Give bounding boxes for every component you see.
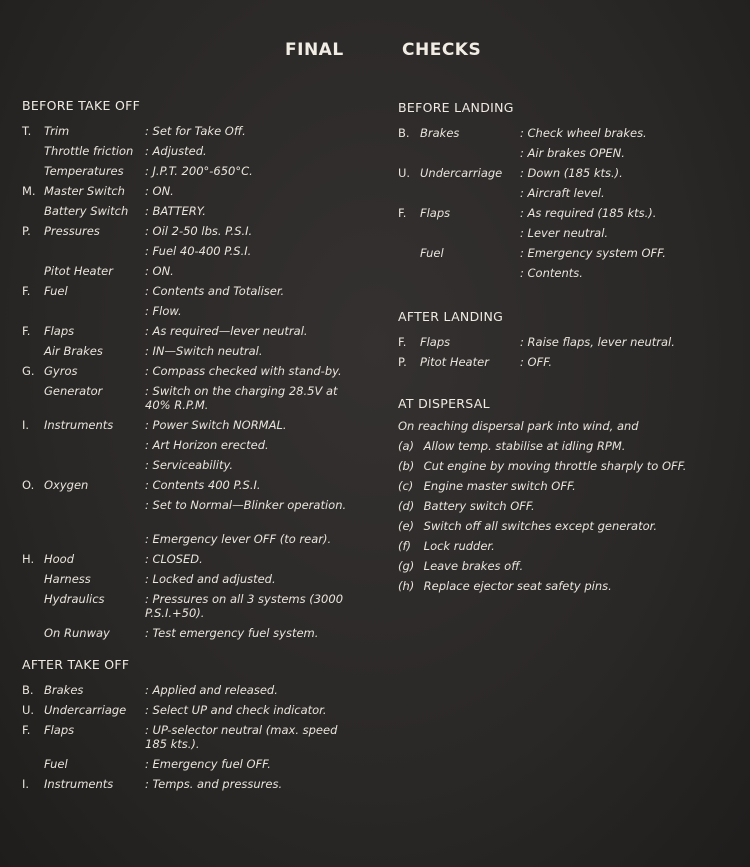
check-item-value: : As required—lever neutral. xyxy=(145,324,308,338)
check-item-text: Compass checked with stand-by. xyxy=(152,364,342,378)
check-row xyxy=(22,261,367,281)
check-item-value: : Raise flaps, lever neutral. xyxy=(520,335,675,349)
check-item-text: BATTERY. xyxy=(152,204,206,218)
check-item-name: Hood xyxy=(44,552,75,566)
check-item-text: Set for Take Off. xyxy=(152,124,246,138)
check-initial: H. xyxy=(22,552,35,566)
check-item-value: : Applied and released. xyxy=(145,683,278,697)
check-row xyxy=(22,475,367,495)
check-row xyxy=(398,203,733,223)
check-item-value: : Contents. xyxy=(520,266,583,280)
list-item-letter: (c) xyxy=(398,479,414,493)
check-list xyxy=(22,680,367,794)
list-item xyxy=(398,439,733,459)
check-item-label xyxy=(22,592,105,606)
check-item-text: IN—Switch neutral. xyxy=(152,344,263,358)
check-row xyxy=(398,223,733,243)
page-title-left: FINAL xyxy=(285,40,344,60)
check-item-name: Instruments xyxy=(44,418,114,432)
check-item-name: Trim xyxy=(44,124,70,138)
check-item-value: : Serviceability. xyxy=(145,458,234,472)
dispersal-list xyxy=(398,439,733,599)
check-initial: I. xyxy=(22,777,30,791)
check-row xyxy=(398,143,733,163)
check-row xyxy=(22,435,367,455)
section-title: BEFORE LANDING xyxy=(398,100,514,115)
check-row xyxy=(398,183,733,203)
list-item-text: Battery switch OFF. xyxy=(423,499,535,513)
check-row xyxy=(22,455,367,475)
check-item-text: Check wheel brakes. xyxy=(527,126,647,140)
check-item-name: Battery Switch xyxy=(44,204,129,218)
check-item-text: Emergency fuel OFF. xyxy=(152,757,271,771)
check-row xyxy=(22,241,367,261)
check-item-value: : Power Switch NORMAL. xyxy=(145,418,287,432)
check-item-value: : Lever neutral. xyxy=(520,226,609,240)
check-item-text: Locked and adjusted. xyxy=(152,572,276,586)
check-initial: I. xyxy=(22,418,30,432)
check-item-value: : ON. xyxy=(145,184,174,198)
check-item-label xyxy=(22,683,83,697)
check-item-value: : Temps. and pressures. xyxy=(145,777,283,791)
dispersal-intro: On reaching dispersal park into wind, and xyxy=(398,419,639,433)
list-item xyxy=(398,559,733,579)
check-item-label xyxy=(22,184,125,198)
check-item-text: Lever neutral. xyxy=(527,226,609,240)
check-item-value: : Emergency lever OFF (to rear). xyxy=(145,532,332,546)
check-item-text: Contents. xyxy=(527,266,583,280)
check-item-label xyxy=(398,126,459,140)
check-item-name: Fuel xyxy=(44,284,68,298)
check-item-label xyxy=(22,384,102,398)
check-item-name: Throttle friction xyxy=(44,144,134,158)
check-item-label xyxy=(22,703,126,717)
check-item-name: Oxygen xyxy=(44,478,89,492)
check-row xyxy=(398,263,733,283)
list-item-text: Allow temp. stabilise at idling RPM. xyxy=(423,439,626,453)
check-item-label xyxy=(22,144,133,158)
check-initial: B. xyxy=(398,126,410,140)
check-item-label xyxy=(22,552,74,566)
check-item-value: : Contents 400 P.S.I. xyxy=(145,478,261,492)
check-item-value: : Check wheel brakes. xyxy=(520,126,647,140)
check-item-value: : Adjusted. xyxy=(145,144,207,158)
right-column xyxy=(398,100,733,599)
check-item-value: : Art Horizon erected. xyxy=(145,438,269,452)
list-item-letter: (b) xyxy=(398,459,415,473)
check-item-name: Flaps xyxy=(44,723,75,737)
check-item-name: Harness xyxy=(44,572,91,586)
check-item-name: Gyros xyxy=(44,364,78,378)
check-item-label xyxy=(22,284,68,298)
left-column xyxy=(22,98,367,794)
check-item-text: OFF. xyxy=(527,355,552,369)
check-item-value: : BATTERY. xyxy=(145,204,206,218)
check-row xyxy=(22,161,367,181)
check-item-label xyxy=(22,757,68,771)
check-item-label xyxy=(22,224,100,238)
check-item-text: Applied and released. xyxy=(152,683,278,697)
check-item-text: UP-selector neutral (max. speed 185 kts.). xyxy=(145,723,338,751)
check-item-text: Set to Normal—Blinker operation. xyxy=(152,498,347,512)
check-item-label xyxy=(22,418,113,432)
check-item-text: Emergency system OFF. xyxy=(527,246,666,260)
check-item-value: : Aircraft level. xyxy=(520,186,605,200)
check-row xyxy=(22,321,367,341)
check-initial: F. xyxy=(22,284,31,298)
check-row xyxy=(22,774,367,794)
check-initial: F. xyxy=(22,324,31,338)
list-item-text: Cut engine by moving throttle sharply to OFF. xyxy=(423,459,687,473)
check-row xyxy=(22,201,367,221)
check-item-name: Temperatures xyxy=(44,164,124,178)
check-item-value: : Oil 2-50 lbs. P.S.I. xyxy=(145,224,253,238)
check-item-value: : Select UP and check indicator. xyxy=(145,703,327,717)
list-item xyxy=(398,479,733,499)
check-item-label xyxy=(22,344,103,358)
check-initial: O. xyxy=(22,478,35,492)
check-item-label xyxy=(22,244,44,258)
check-row xyxy=(22,529,367,549)
check-item-label xyxy=(22,124,69,138)
check-item-label xyxy=(22,324,74,338)
check-item-label xyxy=(398,226,420,240)
check-item-name: Instruments xyxy=(44,777,114,791)
check-row xyxy=(22,569,367,589)
check-item-label xyxy=(22,458,44,472)
check-item-text: Emergency lever OFF (to rear). xyxy=(152,532,332,546)
check-initial: F. xyxy=(398,335,407,349)
check-item-label xyxy=(22,478,88,492)
check-item-text: CLOSED. xyxy=(152,552,203,566)
check-item-text: ON. xyxy=(152,264,174,278)
check-item-text: Oil 2-50 lbs. P.S.I. xyxy=(152,224,253,238)
check-initial: P. xyxy=(22,224,31,238)
check-item-name: Pitot Heater xyxy=(420,355,489,369)
check-item-text: Test emergency fuel system. xyxy=(152,626,319,640)
check-item-label xyxy=(22,723,74,737)
check-item-name: Air Brakes xyxy=(44,344,103,358)
check-item-text: Fuel 40-400 P.S.I. xyxy=(152,244,252,258)
check-item-label xyxy=(22,777,113,791)
check-initial: B. xyxy=(22,683,34,697)
check-list xyxy=(22,121,367,643)
check-item-value: : Emergency system OFF. xyxy=(520,246,666,260)
check-initial: T. xyxy=(22,124,32,138)
list-item-text: Lock rudder. xyxy=(423,539,495,553)
check-item-text: Serviceability. xyxy=(152,458,234,472)
check-row xyxy=(22,700,367,720)
check-item-text: Down (185 kts.). xyxy=(527,166,623,180)
check-item-value: : ON. xyxy=(145,264,174,278)
check-item-value: : Test emergency fuel system. xyxy=(145,626,319,640)
list-item xyxy=(398,499,733,519)
section-title: BEFORE TAKE OFF xyxy=(22,98,141,113)
check-item-name: Undercarriage xyxy=(44,703,127,717)
list-item-letter: (h) xyxy=(398,579,415,593)
check-item-label xyxy=(22,532,44,546)
check-item-value: : Pressures on all 3 systems (3000 P.S.I.+50). xyxy=(145,592,344,620)
check-item-value: : Locked and adjusted. xyxy=(145,572,276,586)
check-row xyxy=(22,680,367,700)
check-row xyxy=(22,589,367,623)
check-row xyxy=(22,181,367,201)
check-initial: G. xyxy=(22,364,35,378)
check-item-name: Fuel xyxy=(420,246,444,260)
check-item-label xyxy=(398,206,450,220)
check-initial: F. xyxy=(398,206,407,220)
section-title: AFTER LANDING xyxy=(398,309,504,324)
check-item-name: Brakes xyxy=(44,683,84,697)
check-row xyxy=(22,221,367,241)
check-initial: U. xyxy=(22,703,35,717)
list-item xyxy=(398,539,733,559)
check-item-label xyxy=(398,186,420,200)
check-row xyxy=(398,123,733,143)
check-item-name: Hydraulics xyxy=(44,592,105,606)
check-item-name: Master Switch xyxy=(44,184,125,198)
list-item-letter: (g) xyxy=(398,559,415,573)
check-row xyxy=(22,381,367,415)
check-item-label xyxy=(398,246,444,260)
section-title: AT DISPERSAL xyxy=(398,396,490,411)
check-initial: P. xyxy=(398,355,407,369)
check-row xyxy=(398,332,733,352)
check-item-label xyxy=(22,364,77,378)
check-row xyxy=(22,549,367,569)
check-item-label xyxy=(398,355,489,369)
check-item-value: : Set to Normal—Blinker operation. xyxy=(145,498,347,512)
check-item-text: Select UP and check indicator. xyxy=(152,703,327,717)
check-item-value: : As required (185 kts.). xyxy=(520,206,657,220)
check-item-value: : Set for Take Off. xyxy=(145,124,246,138)
check-item-value: : OFF. xyxy=(520,355,552,369)
check-item-label xyxy=(398,146,420,160)
check-item-value: : UP-selector neutral (max. speed 185 kts.). xyxy=(145,723,338,751)
check-item-value: : Emergency fuel OFF. xyxy=(145,757,271,771)
check-item-text: Contents and Totaliser. xyxy=(152,284,285,298)
check-item-label xyxy=(398,166,502,180)
check-item-value: : CLOSED. xyxy=(145,552,203,566)
check-item-value: : Air brakes OPEN. xyxy=(520,146,625,160)
check-item-text: Temps. and pressures. xyxy=(152,777,283,791)
check-row xyxy=(22,141,367,161)
check-row xyxy=(22,754,367,774)
list-item xyxy=(398,459,733,479)
list-item xyxy=(398,519,733,539)
check-item-label xyxy=(22,626,110,640)
check-initial: M. xyxy=(22,184,36,198)
check-item-label xyxy=(22,498,44,512)
list-item xyxy=(398,579,733,599)
check-item-label xyxy=(22,264,113,278)
check-item-value: : Flow. xyxy=(145,304,182,318)
check-list xyxy=(398,123,733,283)
check-row xyxy=(398,243,733,263)
check-row xyxy=(22,301,367,321)
check-row xyxy=(22,361,367,381)
check-item-value: : IN—Switch neutral. xyxy=(145,344,263,358)
page-title-right: CHECKS xyxy=(402,40,482,60)
check-item-name: Flaps xyxy=(420,335,451,349)
check-item-text: Pressures on all 3 systems (3000 P.S.I.+50). xyxy=(145,592,344,620)
check-item-text: Power Switch NORMAL. xyxy=(152,418,287,432)
check-item-value: : Down (185 kts.). xyxy=(520,166,623,180)
check-item-name: On Runway xyxy=(44,626,110,640)
check-row xyxy=(22,415,367,435)
check-row xyxy=(22,623,367,643)
check-item-name: Flaps xyxy=(420,206,451,220)
check-item-text: ON. xyxy=(152,184,174,198)
check-row xyxy=(22,341,367,361)
list-item-text: Engine master switch OFF. xyxy=(423,479,576,493)
check-item-text: As required—lever neutral. xyxy=(152,324,308,338)
check-item-value: : J.P.T. 200°-650°C. xyxy=(145,164,253,178)
check-item-value: : Fuel 40-400 P.S.I. xyxy=(145,244,252,258)
check-item-name: Undercarriage xyxy=(420,166,503,180)
check-item-label xyxy=(22,438,44,452)
check-initial: F. xyxy=(22,723,31,737)
check-item-text: Aircraft level. xyxy=(527,186,605,200)
section-title: AFTER TAKE OFF xyxy=(22,657,130,672)
list-item-letter: (d) xyxy=(398,499,415,513)
check-item-text: Adjusted. xyxy=(152,144,207,158)
check-item-label xyxy=(398,335,450,349)
check-item-name: Flaps xyxy=(44,324,75,338)
check-item-text: Contents 400 P.S.I. xyxy=(152,478,261,492)
list-item-text: Switch off all switches except generator. xyxy=(423,519,657,533)
list-item-text: Leave brakes off. xyxy=(423,559,524,573)
check-item-value: : Compass checked with stand-by. xyxy=(145,364,342,378)
check-item-label xyxy=(22,164,124,178)
list-item-letter: (a) xyxy=(398,439,415,453)
list-item-letter: (e) xyxy=(398,519,415,533)
check-item-label xyxy=(22,204,128,218)
check-item-name: Generator xyxy=(44,384,103,398)
check-item-text: Raise flaps, lever neutral. xyxy=(527,335,675,349)
check-row xyxy=(22,720,367,754)
check-item-label xyxy=(22,304,44,318)
list-item-letter: (f) xyxy=(398,539,412,553)
check-item-text: Flow. xyxy=(152,304,182,318)
check-row xyxy=(398,163,733,183)
check-item-value: : Switch on the charging 28.5V at 40% R.P.M. xyxy=(145,384,338,412)
check-item-value: : Contents and Totaliser. xyxy=(145,284,285,298)
check-row xyxy=(22,121,367,141)
check-initial: U. xyxy=(398,166,411,180)
check-item-name: Brakes xyxy=(420,126,460,140)
check-item-text: Art Horizon erected. xyxy=(152,438,269,452)
check-list xyxy=(398,332,733,372)
check-row xyxy=(398,352,733,372)
check-item-label xyxy=(22,572,91,586)
check-row xyxy=(22,495,367,529)
check-item-label xyxy=(398,266,420,280)
check-item-text: Air brakes OPEN. xyxy=(527,146,625,160)
check-row xyxy=(22,281,367,301)
check-item-text: As required (185 kts.). xyxy=(527,206,657,220)
list-item-text: Replace ejector seat safety pins. xyxy=(423,579,612,593)
check-item-text: Switch on the charging 28.5V at 40% R.P.M. xyxy=(145,384,338,412)
check-item-name: Pitot Heater xyxy=(44,264,113,278)
check-item-name: Fuel xyxy=(44,757,68,771)
check-item-text: J.P.T. 200°-650°C. xyxy=(152,164,253,178)
check-item-name: Pressures xyxy=(44,224,100,238)
